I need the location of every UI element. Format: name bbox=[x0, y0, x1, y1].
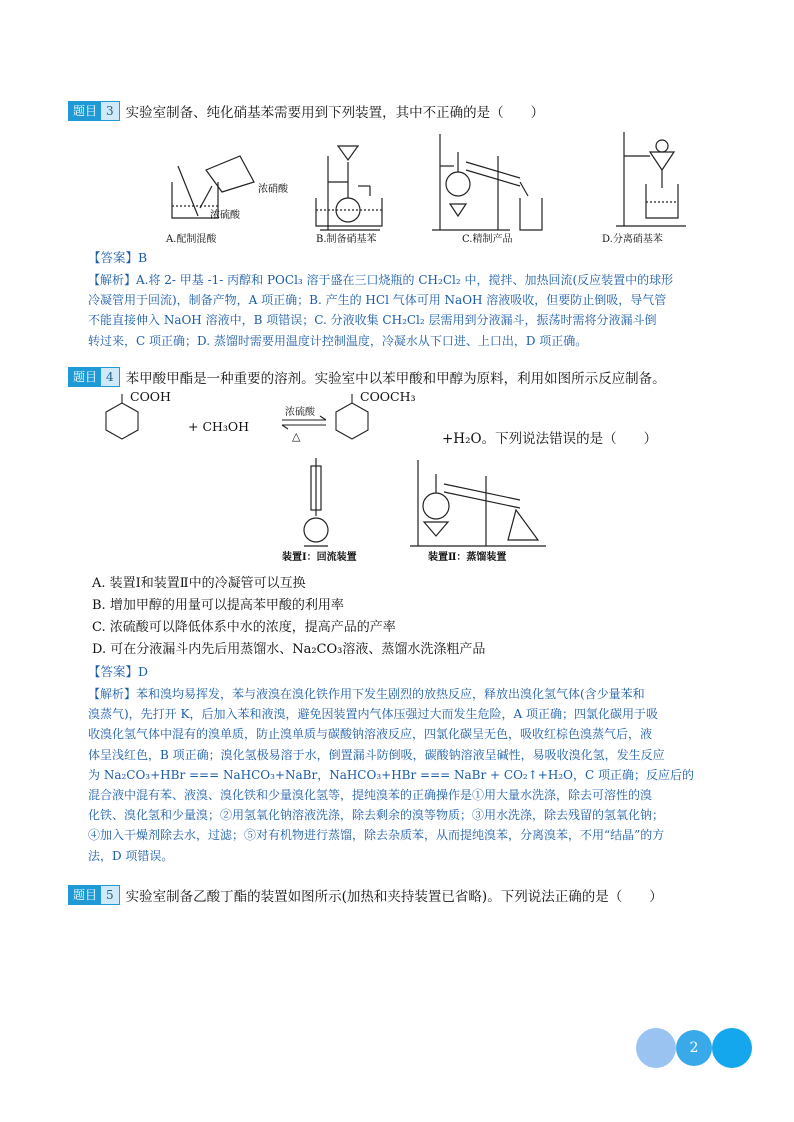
reactant-group: COOH bbox=[130, 389, 171, 404]
explanation-line: 收溴化氢气体中混有的溴单质，防止溴单质与碳酸钠溶液反应，四氯化碳呈无色，吸收红棕色溴蒸气后，液 bbox=[88, 727, 653, 742]
page-number-decoration-right bbox=[712, 1028, 752, 1068]
q4-apparatus-figures bbox=[276, 456, 556, 552]
question-4-header bbox=[68, 367, 666, 387]
badge-number: 3 bbox=[101, 102, 119, 120]
apparatus-i-caption: 装置Ⅰ：回流装置 bbox=[282, 552, 357, 563]
apparatus-ii-caption: 装置Ⅱ：蒸馏装置 bbox=[428, 552, 507, 563]
badge-number: 5 bbox=[101, 886, 119, 904]
explanation-line: 体呈浅红色，B 项正确；溴化氢极易溶于水，倒置漏斗防倒吸，碳酸钠溶液呈碱性，易吸收溴化氢，发生反应 bbox=[88, 747, 665, 762]
figure-b-caption: B.制备硝基苯 bbox=[316, 234, 377, 245]
option-a: A. 装置Ⅰ和装置Ⅱ中的冷凝管可以互换 bbox=[92, 576, 306, 591]
figure-c-distillation bbox=[432, 134, 542, 230]
explanation-line: 不能直接伸入 NaOH 溶液中，B 项错误；C. 分液收集 CH₂Cl₂ 层需用到分液漏斗，振荡时需将分液漏斗倒 bbox=[88, 313, 657, 328]
figure-d-caption: D.分离硝基苯 bbox=[602, 234, 663, 245]
question-badge bbox=[68, 101, 120, 121]
question-3-header bbox=[68, 101, 544, 121]
explanation-line: 溴蒸气)，先打开 K，后加入苯和液溴，避免因装置内气体压强过大而发生危险，A 项正确；四氯化碳用于吸 bbox=[88, 707, 658, 722]
explanation-line: 冷凝管用于回流)，制备产物，A 项正确；B. 产生的 HCl 气体可用 NaOH 溶液吸收，但要防止倒吸，导气管 bbox=[88, 293, 667, 308]
badge-label: 题目 bbox=[69, 368, 101, 386]
option-c: C. 浓硫酸可以降低体系中水的浓度，提高产品的产率 bbox=[92, 620, 396, 635]
badge-label: 题目 bbox=[69, 886, 101, 904]
explanation-line: 转过来，C 项正确；D. 蒸馏时需要用温度计控制温度，冷凝水从下口进、上口出，D 项正确。 bbox=[88, 333, 588, 348]
figure-c-caption: C.精制产品 bbox=[462, 234, 513, 245]
figure-a-label-sulfuric: 浓硫酸 bbox=[210, 210, 240, 221]
question-4-answer: 【答案】D bbox=[88, 664, 149, 679]
benzene-ring-right bbox=[336, 403, 368, 439]
explanation-line: ④加入干燥剂除去水，过滤；⑤对有机物进行蒸馏，除去杂质苯，从而提纯溴苯，分离溴苯，不用“结晶”的方 bbox=[88, 828, 665, 843]
question-3-explanation bbox=[88, 270, 728, 351]
page-number: 2 bbox=[676, 1030, 712, 1066]
reagent-methanol: + CH₃OH bbox=[188, 419, 250, 434]
explanation-line: 混合液中混有苯、液溴、溴化铁和少量溴化氢等，提纯溴苯的正确操作是①用大量水洗涤，除去可溶性的溴 bbox=[88, 788, 653, 803]
heat-symbol: △ bbox=[292, 430, 301, 443]
explanation-line: 为 Na₂CO₃+HBr === NaHCO₃+NaBr，NaHCO₃+HBr === NaBr + CO₂↑+H₂O，C 项正确；反应后的 bbox=[88, 767, 694, 782]
explanation-line: 【解析】A.将 2- 甲基 -1- 丙醇和 POCl₃ 溶于盛在三口烧瓶的 CH₂Cl₂ 中，搅拌、加热回流(反应装置中的球形 bbox=[88, 273, 674, 287]
question-3-stem: 实验室制备、纯化硝基苯需要用到下列装置，其中不正确的是（ ） bbox=[125, 105, 545, 121]
explanation-line: 化铁、溴化氢和少量溴；②用氢氧化钠溶液洗涤，除去剩余的溴等物质；③用水洗涤，除去残留的氢氧化钠； bbox=[88, 808, 665, 823]
explanation-line: 法，D 项错误。 bbox=[88, 848, 174, 863]
question-5-stem: 实验室制备乙酸丁酯的装置如图所示(加热和夹持装置已省略)。下列说法正确的是（ ） bbox=[125, 889, 663, 905]
reflux-apparatus bbox=[304, 458, 328, 546]
question-badge bbox=[68, 885, 120, 905]
figure-a-mixing bbox=[172, 156, 254, 218]
option-b: B. 增加甲醇的用量可以提高苯甲酸的利用率 bbox=[92, 598, 344, 613]
question-4-stem: 苯甲酸甲酯是一种重要的溶剂。实验室中以苯甲酸和甲醇为原料，利用如图所示反应制备。 bbox=[125, 371, 666, 387]
question-3-answer: 【答案】B bbox=[88, 250, 148, 265]
benzene-ring-left bbox=[106, 403, 138, 439]
explanation-line: 【解析】苯和溴均易挥发，苯与液溴在溴化铁作用下发生剧烈的放热反应，释放出溴化氢气体(含少量苯和 bbox=[88, 687, 645, 701]
q3-apparatus-figures bbox=[150, 126, 710, 244]
reaction-tail: +H₂O。下列说法错误的是（ ） bbox=[442, 431, 658, 447]
badge-number: 4 bbox=[101, 368, 119, 386]
badge-label: 题目 bbox=[69, 102, 101, 120]
distillation-apparatus bbox=[410, 460, 546, 546]
figure-a-label-nitric: 浓硝酸 bbox=[258, 184, 288, 195]
question-4-explanation bbox=[88, 684, 728, 866]
option-d: D. 可在分液漏斗内先后用蒸馏水、Na₂CO₃溶液、蒸馏水洗涤粗产品 bbox=[92, 642, 486, 657]
question-5-header bbox=[68, 885, 663, 905]
figure-b-preparation bbox=[316, 146, 382, 230]
question-badge bbox=[68, 367, 120, 387]
product-group: COOCH₃ bbox=[360, 389, 416, 404]
figure-d-separation bbox=[616, 132, 686, 226]
figure-a-caption: A.配制混酸 bbox=[166, 234, 217, 245]
reaction-condition: 浓硫酸 bbox=[285, 407, 315, 418]
page-number-decoration-left bbox=[636, 1028, 676, 1068]
